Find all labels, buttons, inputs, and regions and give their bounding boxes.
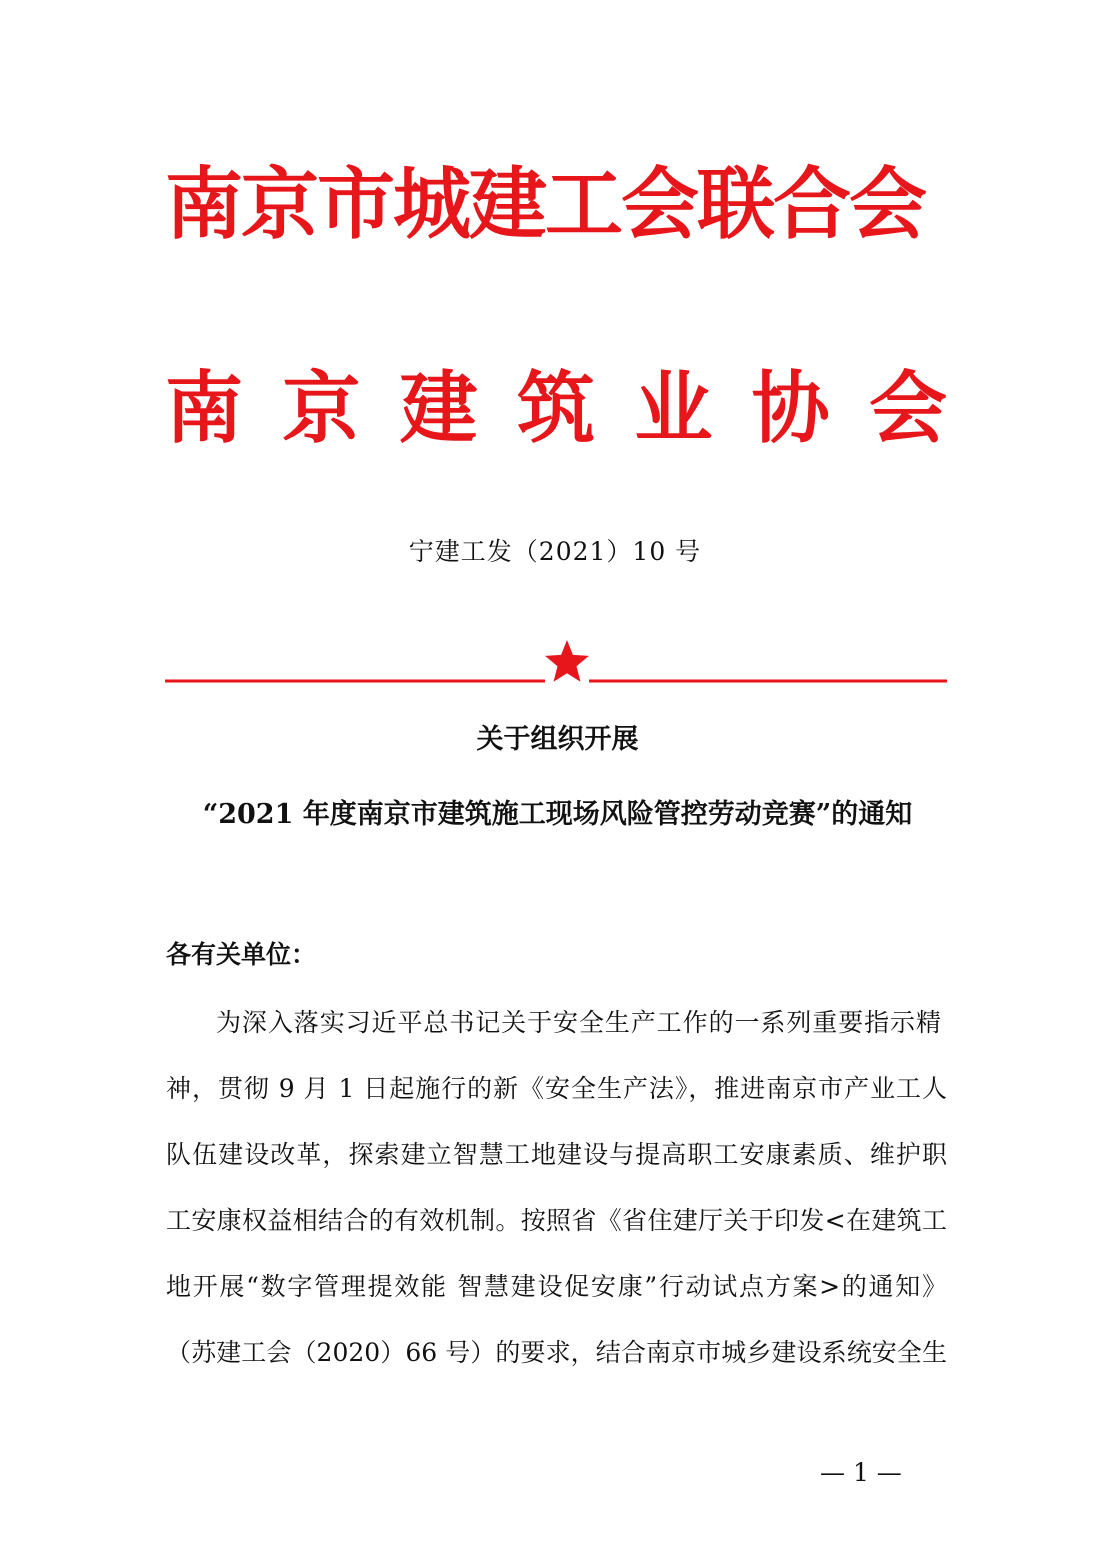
org2-char: 建 [399, 364, 478, 454]
body-line: 工安康权益相结合的有效机制。按照省《省住建厅关于印发<在建筑工 [166, 1206, 947, 1235]
body-line: 为深入落实习近平总书记关于安全生产工作的一系列重要指示精 [216, 1008, 941, 1037]
org2-char: 筑 [516, 364, 595, 454]
issuing-org-name-1: 南京市城建工会联合会 [165, 160, 926, 250]
org2-char: 业 [634, 364, 713, 454]
org2-char: 南 [165, 364, 244, 454]
org2-char: 会 [868, 364, 947, 454]
divider-graphic [165, 640, 947, 700]
body-line: （苏建工会（2020）66 号）的要求，结合南京市城乡建设系统安全生 [166, 1338, 947, 1367]
notice-title-line-1: 关于组织开展 [476, 724, 639, 755]
star-icon [545, 640, 589, 682]
document-number: 宁建工发（2021）10 号 [408, 537, 702, 566]
body-line: 神，贯彻 9 月 1 日起施行的新《安全生产法》，推进南京市产业工人 [166, 1074, 947, 1103]
org2-char: 协 [751, 364, 830, 454]
org2-char: 京 [282, 364, 361, 454]
salutation: 各有关单位： [166, 940, 317, 969]
notice-title-line-2: “2021 年度南京市建筑施工现场风险管控劳动竞赛”的通知 [202, 799, 913, 830]
body-line: 队伍建设改革，探索建立智慧工地建设与提高职工安康素质、维护职 [166, 1140, 947, 1169]
page-number: — 1 — [820, 1458, 902, 1487]
body-line: 地开展“数字管理提效能 智慧建设促安康”行动试点方案>的通知》 [166, 1272, 947, 1301]
red-divider [165, 640, 947, 700]
issuing-org-name-2 [165, 364, 947, 454]
